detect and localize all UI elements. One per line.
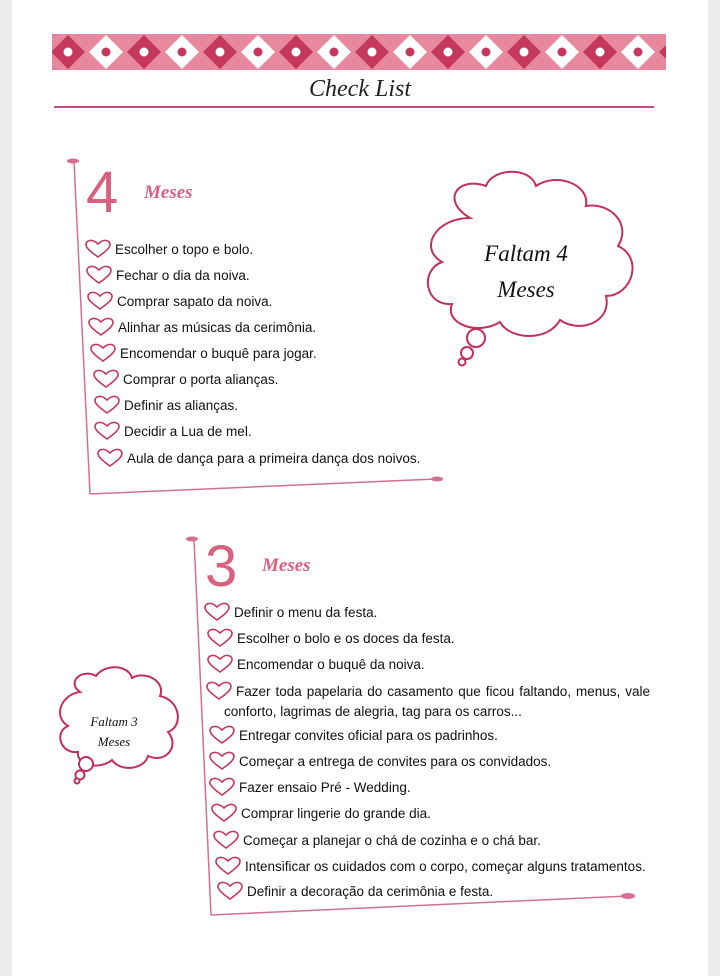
- checklist-item-text: Fechar o dia da noiva.: [116, 268, 250, 283]
- checklist-item: [208, 779, 411, 797]
- heart-checkbox-icon: [214, 856, 242, 881]
- checklist-item-text: Definir a decoração da cerimônia e festa.: [247, 884, 494, 899]
- heart-checkbox-icon: [208, 725, 236, 750]
- heart-checkbox-icon: [86, 291, 114, 316]
- cloud-line-2: Meses: [497, 277, 555, 302]
- heart-checkbox-icon: [208, 777, 236, 802]
- checklist-item-text: Comprar sapato da noiva.: [117, 294, 273, 309]
- cloud-line-1: Faltam 3: [90, 714, 138, 729]
- cloud-text-4: [458, 236, 594, 308]
- checklist-item-text: Encomendar o buquê da noiva.: [237, 657, 425, 672]
- months-number-4: 4: [86, 160, 119, 225]
- checklist-item-text: conforto, lagrimas de alegria, tag para os carros...: [224, 704, 522, 719]
- heart-checkbox-icon: [89, 343, 117, 368]
- checklist-item: [92, 371, 278, 389]
- checklist-item-text: Aula de dança para a primeira dança dos noivos.: [127, 451, 421, 466]
- heart-checkbox-icon: [206, 654, 234, 679]
- checklist-item: [89, 345, 317, 363]
- checklist-item: [93, 423, 252, 441]
- checklist-item-text: Escolher o bolo e os doces da festa.: [237, 631, 455, 646]
- checklist-item: [96, 450, 420, 468]
- checklist-item: [212, 832, 541, 850]
- checklist-item-text: Definir as alianças.: [124, 398, 239, 413]
- heart-checkbox-icon: [96, 448, 124, 473]
- checklist-item: [208, 753, 551, 771]
- months-number-3: 3: [205, 534, 238, 599]
- checklist-item-text: Alinhar as músicas da cerimônia.: [118, 320, 317, 335]
- checklist-item-text: Comprar lingerie do grande dia.: [241, 806, 431, 821]
- cloud-text-3: [72, 712, 156, 752]
- checklist-item-text: Entregar convites oficial para os padrinhos.: [239, 728, 498, 743]
- checklist-item-text: Escolher o topo e bolo.: [115, 242, 254, 257]
- heart-checkbox-icon: [85, 265, 113, 290]
- heart-checkbox-icon: [206, 628, 234, 653]
- heart-checkbox-icon: [216, 881, 244, 906]
- heart-checkbox-icon: [212, 830, 240, 855]
- checklist-item-text: Começar a entrega de convites para os convidados.: [239, 754, 552, 769]
- checklist-item-text: Começar a planejar o chá de cozinha e o chá bar.: [243, 833, 541, 848]
- heart-checkbox-icon: [87, 317, 115, 342]
- checklist-item: [93, 397, 238, 415]
- cloud-line-2: Meses: [97, 734, 131, 749]
- checklist-item: [214, 858, 646, 876]
- checklist-item: [86, 293, 272, 311]
- checklist-item: [224, 703, 522, 721]
- checklist-item-text: Definir o menu da festa.: [234, 605, 378, 620]
- months-label-4: Meses: [144, 182, 193, 203]
- page-title: Check List: [309, 76, 411, 102]
- checklist-item: [84, 241, 253, 259]
- checklist-item: [216, 883, 493, 901]
- heart-checkbox-icon: [92, 369, 120, 394]
- checklist-item-text: Decidir a Lua de mel.: [124, 424, 252, 439]
- checklist-item-text: Comprar o porta alianças.: [123, 372, 279, 387]
- checklist-item: [208, 727, 498, 745]
- checklist-item: [210, 805, 431, 823]
- cloud-line-1: Faltam 4: [484, 241, 568, 266]
- checklist-item: [203, 604, 377, 622]
- checklist-item: [206, 630, 455, 648]
- checklist-item: [87, 319, 316, 337]
- checklist-item-text: Fazer toda papelaria do casamento que ficou faltando, menus, vale: [236, 684, 650, 699]
- heart-checkbox-icon: [93, 421, 121, 446]
- months-label-3: Meses: [262, 555, 311, 576]
- heart-checkbox-icon: [210, 803, 238, 828]
- checklist-item-text: Intensificar os cuidados com o corpo, começar alguns tratamentos.: [245, 859, 646, 874]
- checklist-item: [85, 267, 250, 285]
- heart-checkbox-icon: [203, 602, 231, 627]
- checklist-item-text: Fazer ensaio Pré - Wedding.: [239, 780, 411, 795]
- heart-checkbox-icon: [93, 395, 121, 420]
- heart-checkbox-icon: [84, 239, 112, 264]
- checklist-item: [205, 683, 650, 701]
- heart-checkbox-icon: [208, 751, 236, 776]
- checklist-item: [206, 656, 425, 674]
- checklist-item-text: Encomendar o buquê para jogar.: [120, 346, 317, 361]
